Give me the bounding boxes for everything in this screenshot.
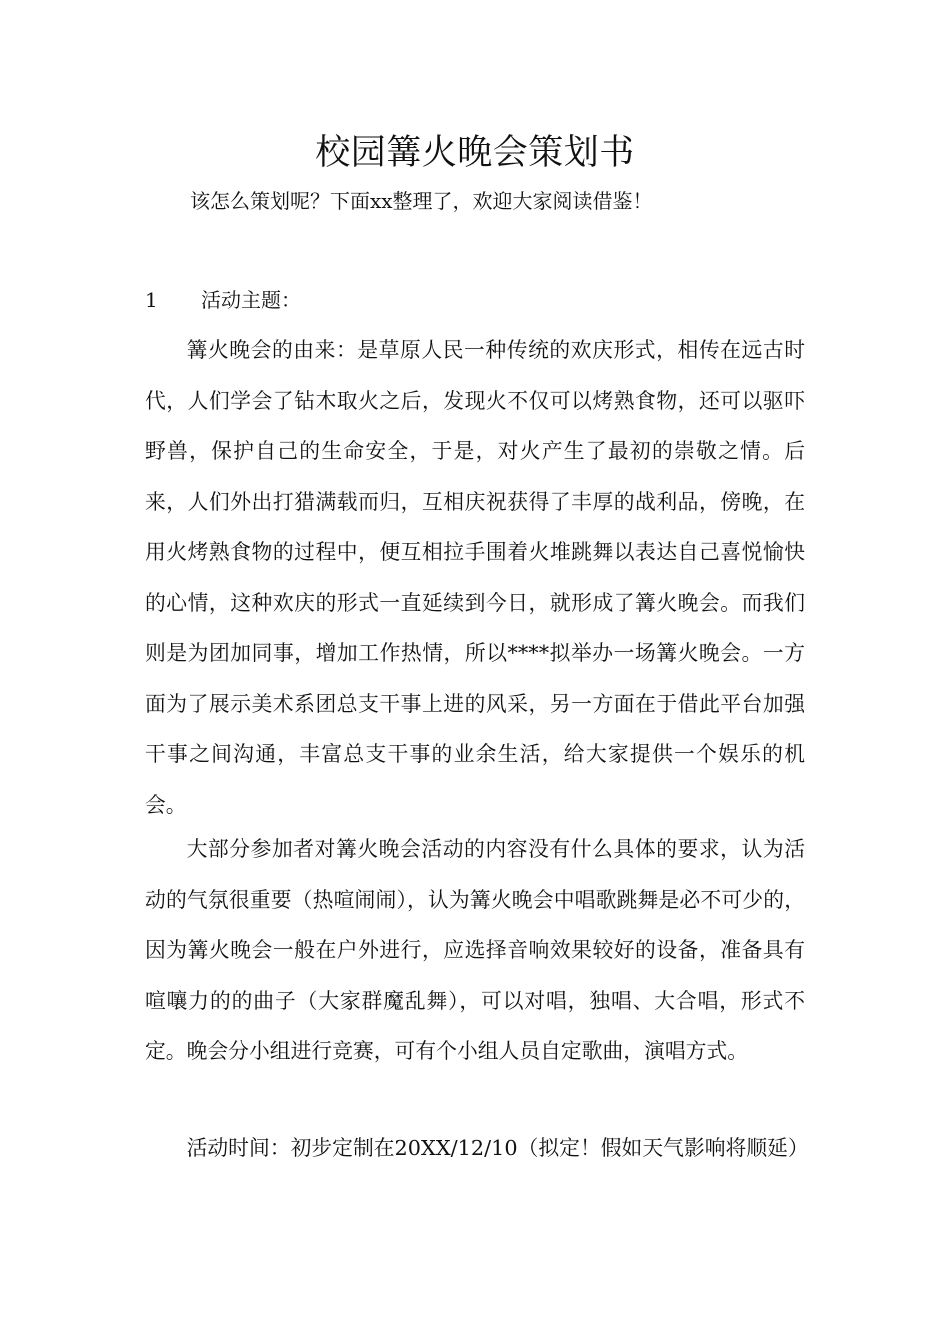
paragraph-origin: 篝火晚会的由来：是草原人民一种传统的欢庆形式，相传在远古时代，人们学会了钻木取火之后，发现火不仅可以烤熟食物，还可以驱吓野兽，保护自己的生命安全，于是，对火产生了最初的崇敬之情。后来，人们外出打猎满载而归，互相庆祝获得了丰厚的战利品，傍晚，在用火烤熟食物的过程中，便互相拉手围着火堆跳舞以表达自己喜悦愉快的心情，这种欢庆的形式一直延续到今日，就形成了篝火晚会。而我们则是为团加同事，增加工作热情，所以****拟举办一场篝火晚会。一方面为了展示美术系团总支干事上进的风采，另一方面在于借此平台加强干事之间沟通，丰富总支干事的业余生活，给大家提供一个娱乐的机会。 xyxy=(145,338,805,817)
paragraph-participants: 大部分参加者对篝火晚会活动的内容没有什么具体的要求，认为活动的气氛很重要（热喧闹闹），认为篝火晚会中唱歌跳舞是必不可少的，因为篝火晚会一般在户外进行，应选择音响效果较好的设备，准备具有喧嚷力的的曲子（大家群魔乱舞），可以对唱，独唱、大合唱，形式不定。晚会分小组进行竞赛，可有个小组人员自定歌曲，演唱方式。 xyxy=(145,837,805,1063)
paragraph-activity-time: 活动时间：初步定制在20XX/12/10（拟定！假如天气影响将顺延） xyxy=(186,1136,809,1160)
intro-text: 该怎么策划呢？下面xx整理了，欢迎大家阅读借鉴！ xyxy=(190,189,653,213)
section-heading xyxy=(145,284,301,316)
section-number: 1 xyxy=(145,288,158,312)
document-title: 校园篝火晚会策划书 xyxy=(315,133,635,173)
section-title: 活动主题： xyxy=(201,288,301,312)
